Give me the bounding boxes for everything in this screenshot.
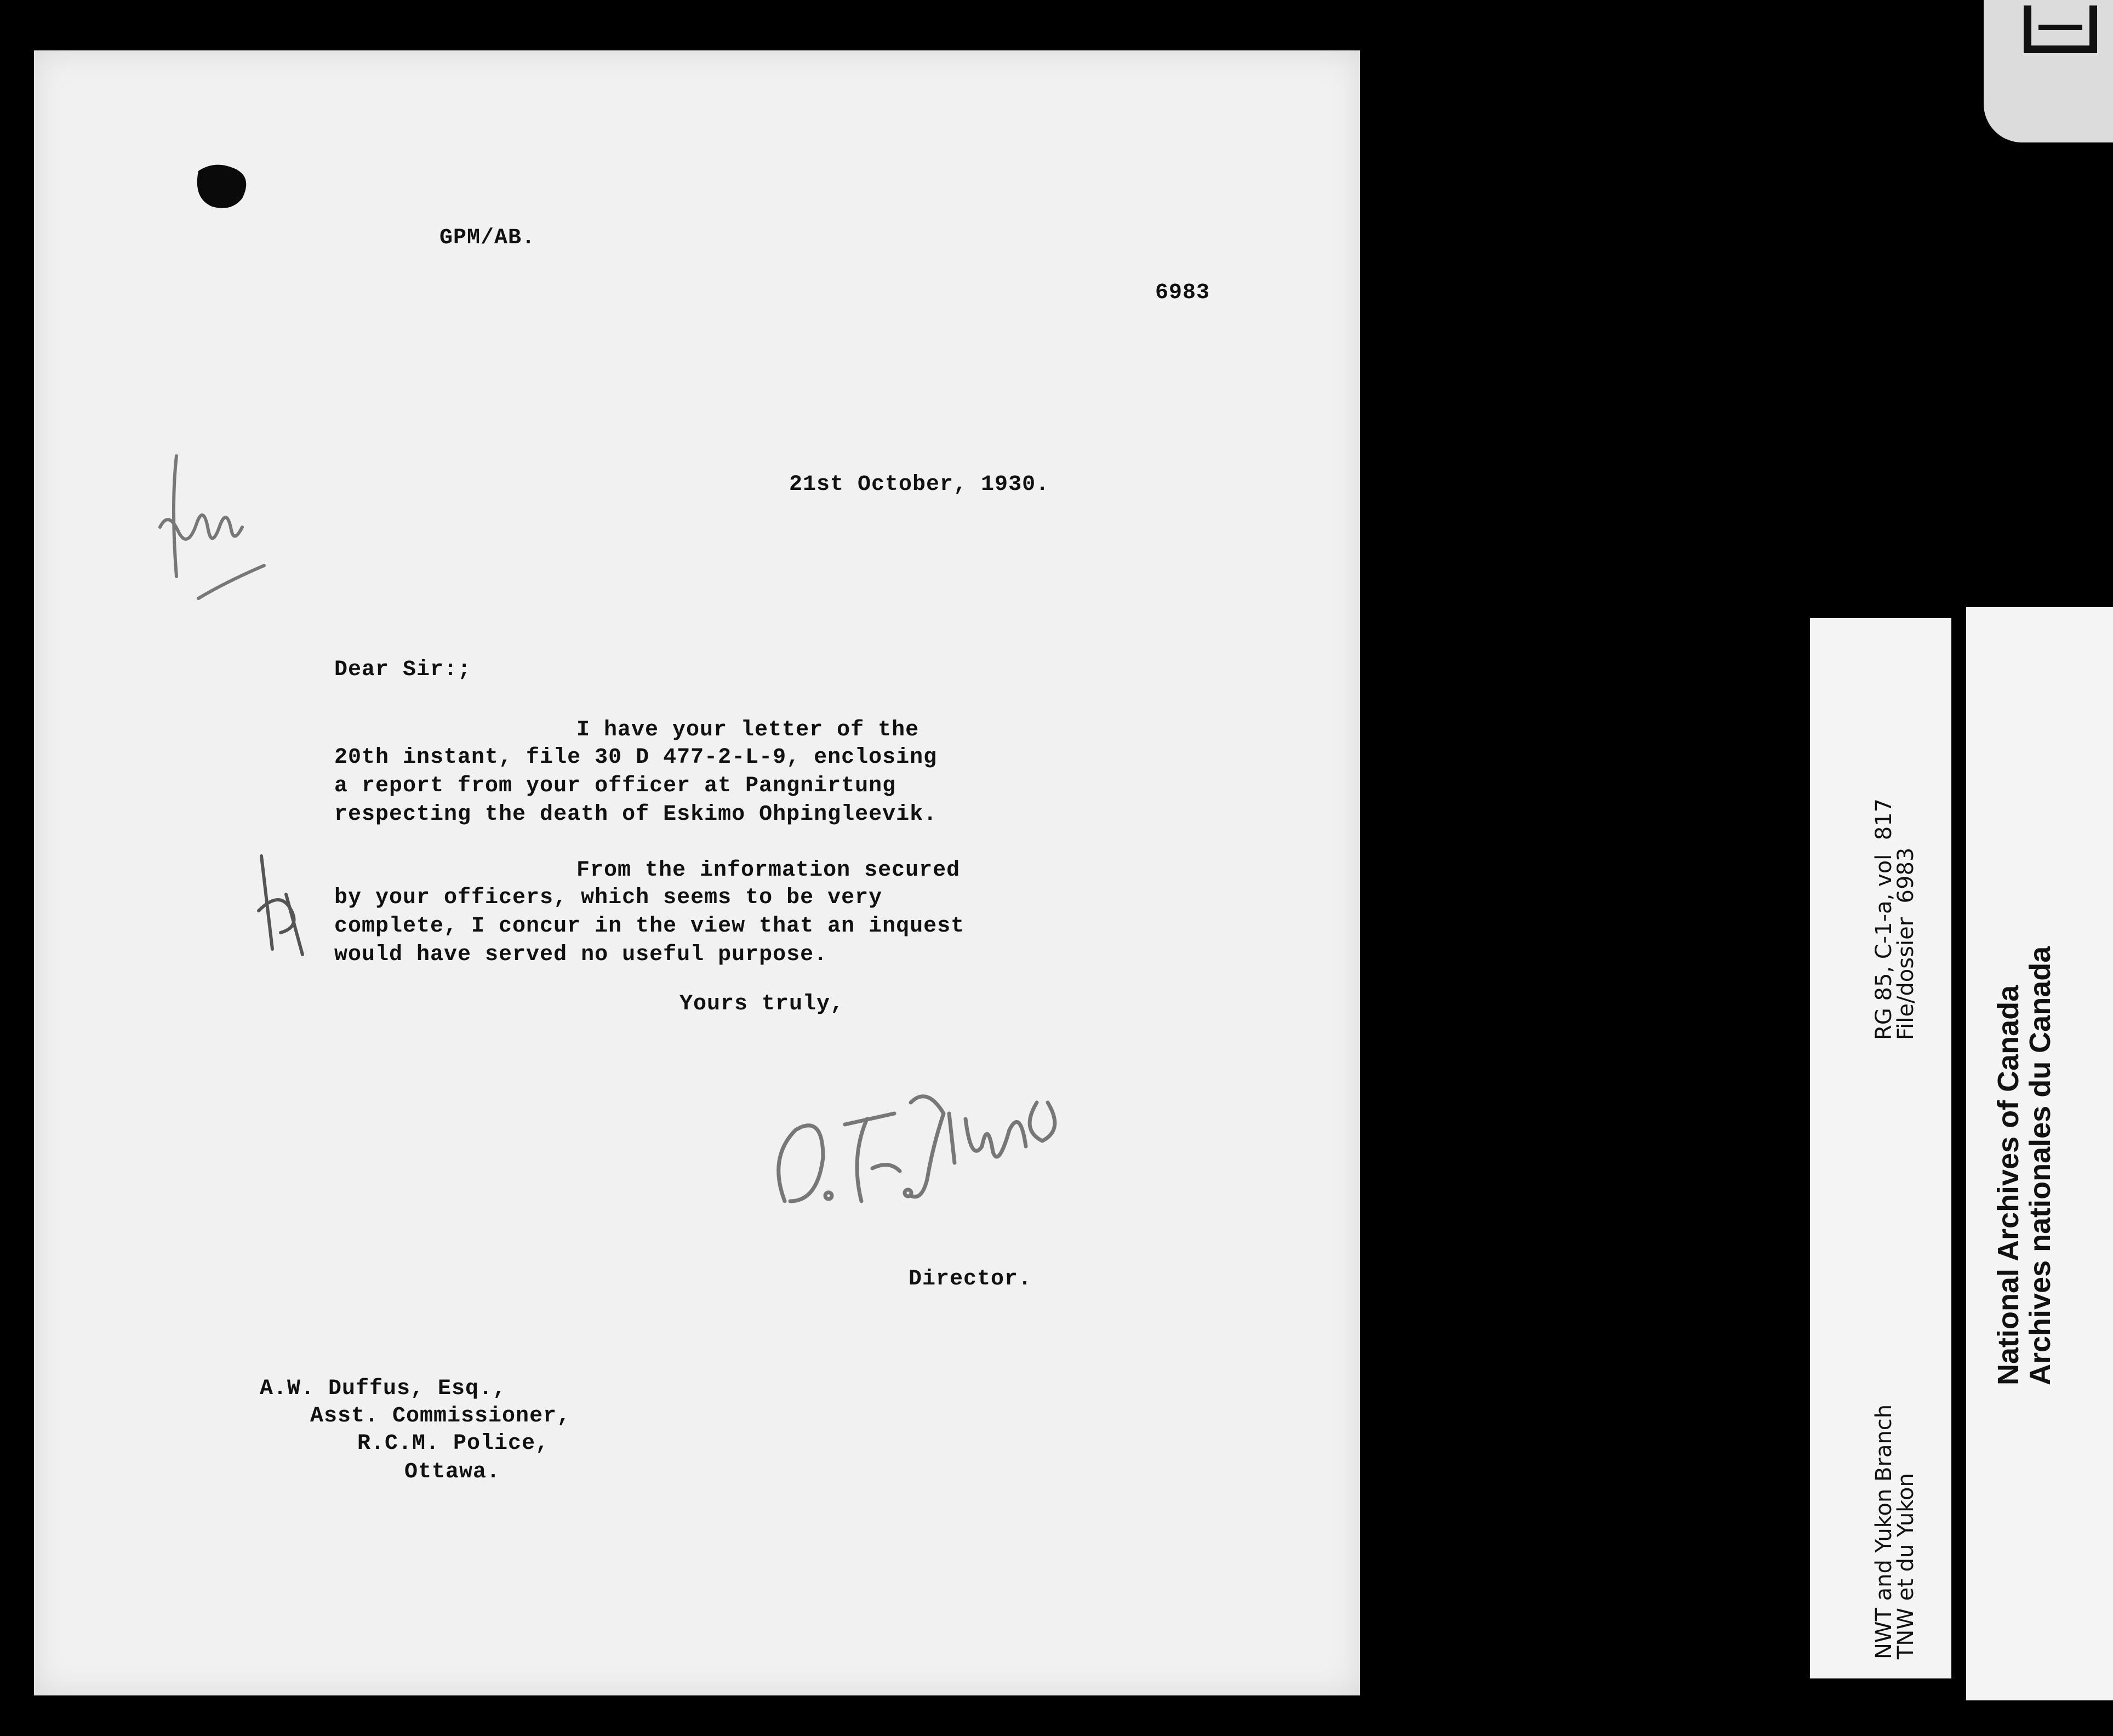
body-line: 20th instant, file 30 D 477-2-L-9, enclosing (334, 745, 938, 770)
closing: Yours truly, (679, 992, 844, 1017)
handwritten-signature (763, 1037, 1103, 1234)
address-line: A.W. Duffus, Esq., (260, 1377, 507, 1401)
address-line: R.C.M. Police, (357, 1431, 550, 1456)
archive-file: File/dossier 6983 (1893, 847, 1918, 1040)
address-line: Ottawa. (404, 1460, 501, 1484)
body-line: by your officers, which seems to be very (334, 886, 883, 910)
body-line: a report from your officer at Pangnirtung (334, 774, 896, 798)
pencil-initials (138, 434, 286, 615)
archive-reference: RG 85, C-1-a, vol 817 (1871, 798, 1897, 1040)
branch-en: NWT and Yukon Branch (1871, 1404, 1897, 1659)
ink-blot (193, 160, 259, 215)
letter-date: 21st October, 1930. (789, 472, 1050, 497)
branch-fr: TNW et du Yukon (1893, 1473, 1918, 1659)
body-line: respecting the death of Eskimo Ohpingleevik. (334, 802, 938, 827)
file-number: 6983 (1155, 281, 1210, 305)
stamp-line-en: National Archives of Canada (1992, 985, 2025, 1385)
corner-glyph (1984, 0, 2113, 142)
stamp-line-fr: Archives nationales du Canada (2024, 946, 2057, 1385)
body-line: would have served no useful purpose. (334, 943, 828, 967)
corner-fragment (1984, 0, 2113, 142)
salutation: Dear Sir:; (334, 658, 472, 682)
letter-page (34, 50, 1360, 1695)
pencil-mark (248, 840, 313, 960)
signature-title: Director. (909, 1267, 1032, 1292)
body-line: complete, I concur in the view that an inquest (334, 914, 965, 939)
archive-reference-label (1810, 618, 1951, 1678)
body-line: I have your letter of the (576, 718, 920, 743)
reference-initials: GPM/AB. (439, 226, 536, 250)
address-line: Asst. Commissioner, (310, 1404, 571, 1429)
archive-stamp-label (1966, 607, 2113, 1700)
letter-body (334, 718, 965, 967)
body-line: From the information secured (576, 858, 961, 883)
